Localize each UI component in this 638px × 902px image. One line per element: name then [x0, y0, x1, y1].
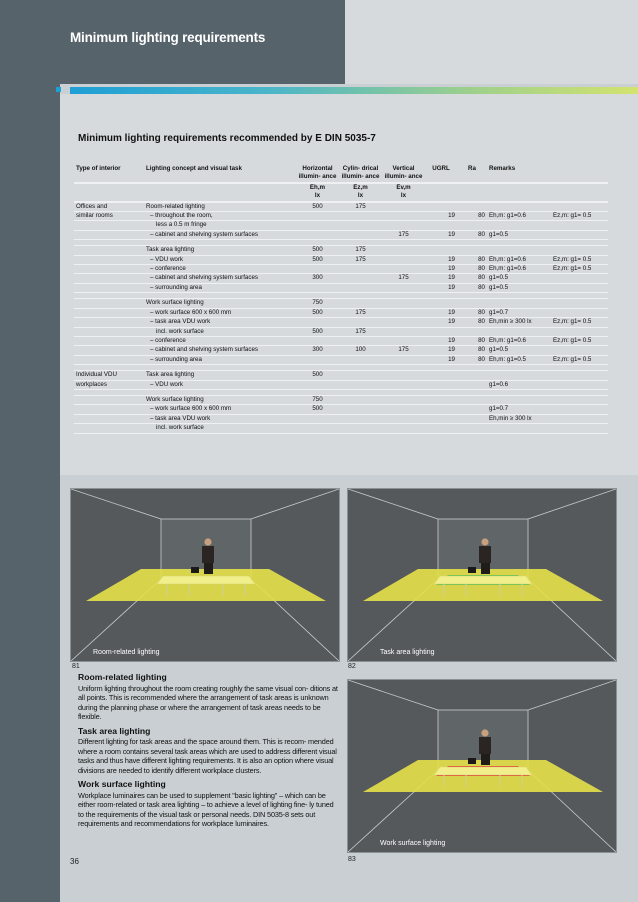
table-cell-ra	[457, 424, 487, 433]
table-cell-ugr: 19	[425, 318, 457, 327]
table-row	[74, 346, 608, 355]
table-cell-rem1	[487, 424, 608, 433]
table-cell-rem1	[487, 221, 608, 230]
unit-c-lx: lx	[357, 192, 364, 200]
table-cell-h	[296, 283, 339, 292]
table-cell-h: 500	[296, 308, 339, 317]
unit-h-symbol: Ēh,m	[309, 183, 326, 191]
figure-work-surface	[347, 679, 617, 853]
remark-primary: g1=0.5	[489, 346, 509, 354]
table-row	[74, 355, 608, 364]
header-vertical: Vertical illumin- ance	[382, 165, 425, 183]
remark-primary: g1=0.5	[489, 230, 509, 238]
table-cell-c	[339, 336, 382, 345]
heading-room-related: Room-related lighting	[78, 672, 167, 682]
table-cell-type	[74, 221, 144, 230]
table-cell-ugr	[425, 371, 457, 380]
table-cell-type	[74, 308, 144, 317]
table-cell-type	[74, 283, 144, 292]
header-remarks: Remarks	[487, 165, 608, 183]
table-cell-rem1	[487, 355, 608, 364]
table-cell-rem1	[487, 274, 608, 283]
table-cell-rem1	[487, 283, 608, 292]
table-row	[74, 318, 608, 327]
table-cell-type: workplaces	[74, 380, 144, 389]
table-cell-ra	[457, 327, 487, 336]
remark-secondary: Ēz,m: g1= 0.5	[553, 336, 592, 344]
table-cell-rem1	[487, 371, 608, 380]
remark-primary: g1=0.7	[489, 308, 509, 316]
table-cell-c: 175	[339, 246, 382, 255]
table-cell-ugr	[425, 405, 457, 414]
table-cell-ra	[457, 380, 487, 389]
table-cell-type	[74, 346, 144, 355]
person-body	[479, 737, 491, 754]
table-cell-c	[339, 212, 382, 221]
table-cell-concept: Work surface lighting	[144, 395, 296, 404]
header-light-band	[345, 0, 638, 84]
table-row	[74, 221, 608, 230]
table-cell-c	[339, 380, 382, 389]
person-legs	[481, 754, 490, 765]
unit-v-lx: lx	[400, 192, 407, 200]
table-cell-rem1	[487, 336, 608, 345]
table-cell-type	[74, 327, 144, 336]
table-cell-type	[74, 355, 144, 364]
figure-caption: Task area lighting	[380, 649, 435, 656]
table-cell-ra	[457, 246, 487, 255]
table-cell-type	[74, 336, 144, 345]
table-cell-h	[296, 380, 339, 389]
table-cell-ra: 80	[457, 265, 487, 274]
remark-secondary: Ēz,m: g1= 0.5	[553, 355, 592, 363]
table-cell-v	[382, 327, 425, 336]
table-cell-concept: – work surface 600 x 600 mm	[144, 308, 296, 317]
table-cell-v	[382, 424, 425, 433]
table-cell-ra	[457, 371, 487, 380]
table-cell-rem1	[487, 327, 608, 336]
table-cell-rem1	[487, 299, 608, 308]
table-cell-v	[382, 395, 425, 404]
table-cell-type: Offices and	[74, 202, 144, 212]
table-cell-c: 175	[339, 327, 382, 336]
paragraph-work-surface: Workplace luminaires can be used to supplement "basic lighting" – which can be either room-related or task area lighting – to achieve a level of lighting fine- ly tuned to the requirements of the visual task or personal needs. DIN 5035-8 sets out requirements and recommendations for workplace luminaires.	[78, 790, 334, 828]
table-cell-type	[74, 265, 144, 274]
table-cell-ugr	[425, 414, 457, 423]
bag	[191, 567, 199, 573]
table-cell-v	[382, 246, 425, 255]
table-cell-ugr: 19	[425, 336, 457, 345]
table-cell-ugr: 19	[425, 265, 457, 274]
table-cell-type: similar rooms	[74, 212, 144, 221]
table-cell-c	[339, 299, 382, 308]
table-cell-v	[382, 299, 425, 308]
table-cell-ugr	[425, 327, 457, 336]
person-head	[204, 538, 211, 545]
table-cell-ugr: 19	[425, 274, 457, 283]
desk	[434, 576, 532, 584]
table-cell-c	[339, 230, 382, 239]
table-cell-v: 175	[382, 346, 425, 355]
table-cell-ugr	[425, 221, 457, 230]
table-cell-ra	[457, 405, 487, 414]
table-row	[74, 246, 608, 255]
table-cell-v	[382, 355, 425, 364]
table-cell-ra: 80	[457, 283, 487, 292]
table-cell-concept: – cabinet and shelving system surfaces	[144, 230, 296, 239]
remark-primary: Ēh,min ≥ 300 lx	[489, 318, 532, 326]
table-cell-ugr: 19	[425, 346, 457, 355]
remark-primary: Ēh,m: g1=0.5	[489, 355, 526, 363]
table-cell-rem1	[487, 212, 608, 221]
unit-h-lx: lx	[314, 192, 321, 200]
table-cell-c	[339, 318, 382, 327]
remark-secondary: Ēz,m: g1= 0.5	[553, 265, 592, 273]
table-row	[74, 327, 608, 336]
table-cell-ugr: 19	[425, 355, 457, 364]
table-cell-ugr	[425, 380, 457, 389]
table-cell-v	[382, 336, 425, 345]
table-cell-v	[382, 380, 425, 389]
table-cell-v	[382, 265, 425, 274]
table-cell-type	[74, 230, 144, 239]
table-cell-h: 500	[296, 327, 339, 336]
header-ugr: UGRL	[425, 165, 457, 183]
heading-work-surface: Work surface lighting	[78, 779, 166, 789]
table-cell-c	[339, 424, 382, 433]
page-title: Minimum lighting requirements	[70, 30, 266, 45]
table-cell-rem1	[487, 308, 608, 317]
table-row	[74, 255, 608, 264]
table-cell-rem1	[487, 246, 608, 255]
table-cell-concept: – cabinet and shelving system surfaces	[144, 274, 296, 283]
table-cell-type	[74, 318, 144, 327]
table-cell-h	[296, 318, 339, 327]
heading-task-area: Task area lighting	[78, 725, 151, 736]
table-cell-concept: – task area VDU work	[144, 414, 296, 423]
remark-secondary: Ēz,m: g1= 0.5	[553, 212, 592, 220]
table-cell-c	[339, 221, 382, 230]
table-cell-concept: – cabinet and shelving system surfaces	[144, 346, 296, 355]
table-cell-concept: – conference	[144, 336, 296, 345]
page-number: 36	[70, 857, 79, 866]
table-cell-rem1	[487, 346, 608, 355]
header-ra: Ra	[457, 165, 487, 183]
section-title: Minimum lighting requirements recommended by E DIN 5035-7	[78, 133, 376, 144]
requirements-table	[74, 165, 608, 434]
table-row	[74, 336, 608, 345]
table-cell-rem1	[487, 318, 608, 327]
table-cell-v	[382, 414, 425, 423]
table-row	[74, 308, 608, 317]
table-cell-ugr	[425, 395, 457, 404]
table-cell-h: 300	[296, 346, 339, 355]
table-cell-c: 175	[339, 202, 382, 212]
room-illustration	[71, 489, 339, 661]
paragraph-room-related: Uniform lighting throughout the room creating roughly the same visual con- ditions at all points. This is recommended where the arrangement of task areas is unknown during the planning phase or where the arrangement of task areas needs to be flexible.	[78, 683, 338, 721]
header-cylindrical: Cylin- drical illumin- ance	[339, 165, 382, 183]
table-cell-h: 500	[296, 246, 339, 255]
table-cell-h	[296, 221, 339, 230]
table-cell-v: 175	[382, 274, 425, 283]
table-cell-ra: 80	[457, 346, 487, 355]
table-cell-c: 100	[339, 346, 382, 355]
person-legs	[481, 563, 490, 574]
body-text	[78, 673, 340, 834]
table-cell-type	[74, 414, 144, 423]
table-row	[74, 424, 608, 433]
table-cell-ra: 80	[457, 230, 487, 239]
desk	[434, 767, 532, 775]
table-cell-rem1	[487, 405, 608, 414]
table-cell-h	[296, 424, 339, 433]
table-cell-ra: 80	[457, 308, 487, 317]
table-cell-rem1	[487, 265, 608, 274]
remark-primary: Ēh,min ≥ 300 lx	[489, 414, 532, 422]
table-cell-h	[296, 230, 339, 239]
desk	[157, 576, 255, 584]
table-cell-ra	[457, 202, 487, 212]
table-cell-concept: Task area lighting	[144, 246, 296, 255]
table-cell-rem1	[487, 395, 608, 404]
table-row	[74, 283, 608, 292]
figure-task-area	[347, 488, 617, 662]
table-cell-h	[296, 336, 339, 345]
table-cell-concept: – conference	[144, 265, 296, 274]
table-row	[74, 405, 608, 414]
table-cell-type	[74, 246, 144, 255]
remark-secondary: Ēz,m: g1= 0.5	[553, 318, 592, 326]
table-cell-concept: – VDU work	[144, 255, 296, 264]
table-cell-ra: 80	[457, 212, 487, 221]
table-cell-type: Individual VDU	[74, 371, 144, 380]
table-cell-c	[339, 283, 382, 292]
unit-v-symbol: Ēv,m	[396, 183, 411, 191]
table-cell-concept: – surrounding area	[144, 283, 296, 292]
table-cell-c	[339, 395, 382, 404]
table-cell-concept: Work surface lighting	[144, 299, 296, 308]
table-cell-v	[382, 283, 425, 292]
table-cell-concept: – task area VDU work	[144, 318, 296, 327]
table-cell-c	[339, 414, 382, 423]
table-cell-ugr	[425, 424, 457, 433]
table-cell-v	[382, 255, 425, 264]
table-cell-ugr: 19	[425, 255, 457, 264]
table-cell-c	[339, 355, 382, 364]
remark-primary: g1=0.7	[489, 405, 509, 413]
left-margin-band	[0, 84, 60, 902]
table-cell-c: 175	[339, 255, 382, 264]
table-cell-h: 750	[296, 299, 339, 308]
remark-secondary: Ēz,m: g1= 0.5	[553, 255, 592, 263]
table-cell-v	[382, 202, 425, 212]
table-cell-h	[296, 212, 339, 221]
table-row	[74, 212, 608, 221]
table-cell-ugr	[425, 299, 457, 308]
table-cell-type	[74, 405, 144, 414]
remark-primary: g1=0.5	[489, 274, 509, 282]
table-cell-ra: 80	[457, 255, 487, 264]
table-cell-v	[382, 212, 425, 221]
header-horizontal: Horizontal illumin- ance	[296, 165, 339, 183]
table-cell-ra: 80	[457, 318, 487, 327]
table-cell-type	[74, 395, 144, 404]
table-row	[74, 230, 608, 239]
table-cell-type	[74, 274, 144, 283]
table-cell-concept: – throughout the room,	[144, 212, 296, 221]
table-cell-h: 500	[296, 255, 339, 264]
table-cell-ugr: 19	[425, 308, 457, 317]
table-row	[74, 202, 608, 212]
table-cell-concept: – surrounding area	[144, 355, 296, 364]
table-cell-c	[339, 265, 382, 274]
table-row	[74, 395, 608, 404]
table-cell-ugr: 19	[425, 230, 457, 239]
table-cell-c	[339, 274, 382, 283]
table-cell-v	[382, 221, 425, 230]
bag	[468, 567, 476, 573]
figure-number: 82	[348, 663, 356, 670]
table-row	[74, 371, 608, 380]
table-cell-ugr: 19	[425, 212, 457, 221]
table-cell-concept: Room-related lighting	[144, 202, 296, 212]
table-cell-ra: 80	[457, 355, 487, 364]
room-illustration	[348, 680, 616, 852]
table-cell-type	[74, 299, 144, 308]
table-cell-ugr: 19	[425, 283, 457, 292]
figure-number: 81	[72, 663, 80, 670]
header-concept: Lighting concept and visual task	[144, 165, 296, 183]
table-cell-concept: less a 0.5 m fringe	[144, 221, 296, 230]
table-cell-c	[339, 405, 382, 414]
table-cell-h	[296, 355, 339, 364]
remark-primary: Ēh,m: g1=0.6	[489, 265, 526, 273]
table-cell-concept: incl. work surface	[144, 424, 296, 433]
table-cell-v	[382, 405, 425, 414]
table-row	[74, 265, 608, 274]
table-cell-v	[382, 318, 425, 327]
table-cell-h	[296, 265, 339, 274]
table-cell-v: 175	[382, 230, 425, 239]
table-cell-concept: – work surface 600 x 600 mm	[144, 405, 296, 414]
person-legs	[204, 563, 213, 574]
bag	[468, 758, 476, 764]
table-cell-c: 175	[339, 308, 382, 317]
person-head	[481, 538, 488, 545]
table-cell-concept: – VDU work	[144, 380, 296, 389]
table-cell-ugr	[425, 202, 457, 212]
figure-caption: Work surface lighting	[380, 840, 446, 847]
remark-primary: g1=0.6	[489, 380, 509, 388]
table-row	[74, 274, 608, 283]
table-cell-concept: Task area lighting	[144, 371, 296, 380]
table-cell-h: 750	[296, 395, 339, 404]
table-cell-type	[74, 424, 144, 433]
table-cell-v	[382, 308, 425, 317]
table-cell-ra	[457, 395, 487, 404]
person-body	[202, 546, 214, 563]
header-type: Type of interior	[74, 165, 144, 183]
remark-primary: Ēh,m: g1=0.6	[489, 212, 526, 220]
table-body	[74, 202, 608, 433]
remark-primary: Ēh,m: g1=0.6	[489, 336, 526, 344]
table-cell-concept: incl. work surface	[144, 327, 296, 336]
table-cell-h: 500	[296, 202, 339, 212]
table-cell-rem1	[487, 380, 608, 389]
figure-number: 83	[348, 856, 356, 863]
table-cell-ra: 80	[457, 336, 487, 345]
table-cell-v	[382, 371, 425, 380]
table-cell-rem1	[487, 414, 608, 423]
table-cell-h	[296, 414, 339, 423]
table-cell-rem1	[487, 230, 608, 239]
table-cell-ra: 80	[457, 274, 487, 283]
unit-c-symbol: Ēz,m	[353, 183, 368, 191]
remark-primary: g1=0.5	[489, 283, 509, 291]
remark-primary: Ēh,m: g1=0.6	[489, 255, 526, 263]
room-illustration	[348, 489, 616, 661]
gradient-stripe	[70, 87, 638, 94]
table-cell-ra	[457, 221, 487, 230]
table-cell-ugr	[425, 246, 457, 255]
table-cell-rem1	[487, 202, 608, 212]
table-row	[74, 414, 608, 423]
accent-square	[56, 87, 61, 92]
table-cell-ra	[457, 414, 487, 423]
table-cell-rem1	[487, 255, 608, 264]
table-cell-ra	[457, 299, 487, 308]
table-row	[74, 299, 608, 308]
table-cell-h: 500	[296, 405, 339, 414]
table-cell-type	[74, 255, 144, 264]
table-cell-c	[339, 371, 382, 380]
person-head	[481, 729, 488, 736]
person-body	[479, 546, 491, 563]
table-cell-h: 500	[296, 371, 339, 380]
table-row	[74, 380, 608, 389]
paragraph-task-area: Different lighting for task areas and the space around them. This is recom- mended where a room contains several task areas which are used to address different visual tasks and thus have different lighting requirements. It is also an option where visual divisions are needed to identify different workplace clusters.	[78, 737, 337, 775]
figure-caption: Room-related lighting	[93, 649, 160, 656]
table-cell-h: 300	[296, 274, 339, 283]
figure-room-related	[70, 488, 340, 662]
